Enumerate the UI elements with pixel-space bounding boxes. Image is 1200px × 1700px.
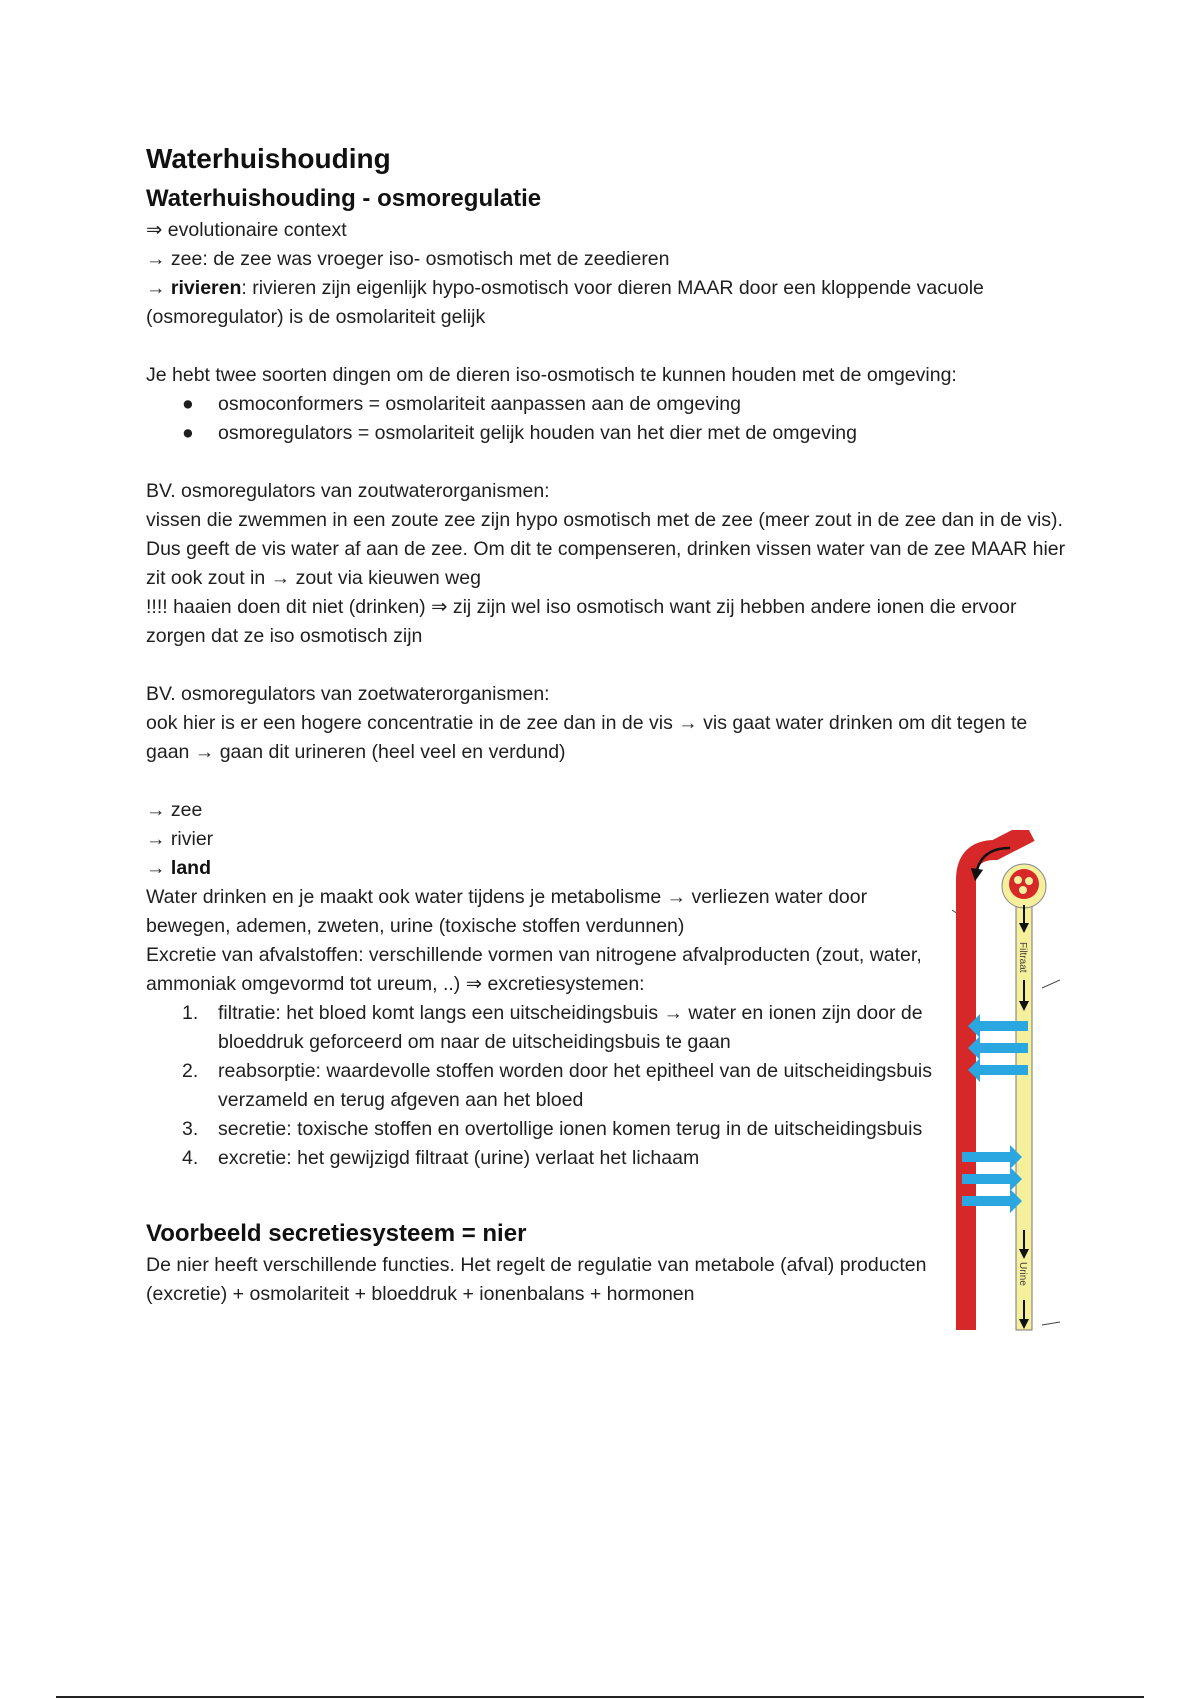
intro-paragraph: Je hebt twee soorten dingen om de dieren iso-osmotisch te kunnen houden met de omgeving: — [146, 364, 957, 386]
document-page — [146, 142, 1066, 1309]
rivieren-bold: rivieren — [170, 277, 242, 299]
urine-label: Urine — [1017, 1262, 1028, 1286]
zoutwater-heading: BV. osmoregulators van zoutwaterorganismen: — [146, 480, 550, 502]
list-item: ● osmoregulators = osmolariteit gelijk houden van het dier met de omgeving — [182, 422, 857, 444]
list-item: 2. reabsorptie: waardevolle stoffen worden door het epitheel van de uitscheidingsbuis verzameld en terug afgeven aan het bloed — [182, 1060, 933, 1111]
section-heading-osmoregulatie: Waterhuishouding - osmoregulatie — [146, 185, 542, 212]
zoetwater-body: ook hier is er een hogere concentratie in de zee dan in de vis → vis gaat water drinken om dit tegen te gaan → gaan dit urineren (heel veel en verdund) — [146, 712, 1028, 763]
zee-item: → zee — [146, 799, 203, 821]
page-title: Waterhuishouding — [146, 143, 391, 174]
rivieren-paragraph: → rivieren: rivieren zijn eigenlijk hypo-osmotisch voor dieren MAAR door een kloppende vacuole (osmoregulator) is de osmolariteit gelijk — [146, 277, 984, 328]
section-heading-nier: Voorbeeld secretiesysteem = nier — [146, 1220, 527, 1247]
list-item: ● osmoconformers = osmolariteit aanpassen aan de omgeving — [182, 393, 741, 415]
zoutwater-body: vissen die zwemmen in een zoute zee zijn hypo osmotisch met de zee (meer zout in de zee dan in de vis). Dus geeft de vis water af aan de zee. Om dit te compenseren, drinken vissen water van de zee MAAR hier zit ook zout in → zout via kieuwen weg — [146, 509, 1066, 589]
nephron-diagram — [950, 830, 1060, 1340]
land-item: → land — [146, 857, 212, 879]
excretion-steps-list — [146, 999, 936, 1173]
excretie-paragraph: Excretie van afvalstoffen: verschillende vormen van nitrogene afvalproducten (zout, water, ammoniak omgevormd tot ureum, ..) ⇒ excretiesystemen: — [146, 944, 922, 995]
context-line: ⇒ evolutionaire context — [146, 219, 347, 241]
rivier-item: → rivier — [146, 828, 214, 850]
zee-line: → zee: de zee was vroeger iso- osmotisch met de zeedieren — [146, 248, 670, 270]
haaien-note: !!!! haaien doen dit niet (drinken) ⇒ zij zijn wel iso osmotisch want zij hebben andere ionen die ervoor zorgen dat ze iso osmotisch zijn — [146, 596, 1017, 647]
zoetwater-heading: BV. osmoregulators van zoetwaterorganismen: — [146, 683, 550, 705]
list-item: 1. filtratie: het bloed komt langs een uitscheidingsbuis → water en ionen zijn door de bloeddruk geforceerd om naar de uitscheidingsbuis te gaan — [182, 1002, 923, 1053]
bullet-list — [146, 390, 1066, 448]
reabsorption-arrows — [968, 1014, 1028, 1082]
nephron-svg — [950, 830, 1060, 1340]
nier-paragraph: De nier heeft verschillende functies. Het regelt de regulatie van metabole (afval) producten (excretie) + osmolariteit + bloeddruk + ionenbalans + hormonen — [146, 1254, 927, 1305]
list-item: 4. excretie: het gewijzigd filtraat (urine) verlaat het lichaam — [182, 1147, 700, 1169]
secretion-arrows — [962, 1145, 1022, 1213]
list-item: 3. secretie: toxische stoffen en overtollige ionen komen terug in de uitscheidingsbuis — [182, 1118, 923, 1140]
land-body: Water drinken en je maakt ook water tijdens je metabolisme → verliezen water door bewegen, ademen, zweten, urine (toxische stoffen verdunnen) — [146, 886, 868, 937]
filtraat-label: Filtraat — [1017, 942, 1028, 973]
page-divider — [56, 1696, 1144, 1698]
